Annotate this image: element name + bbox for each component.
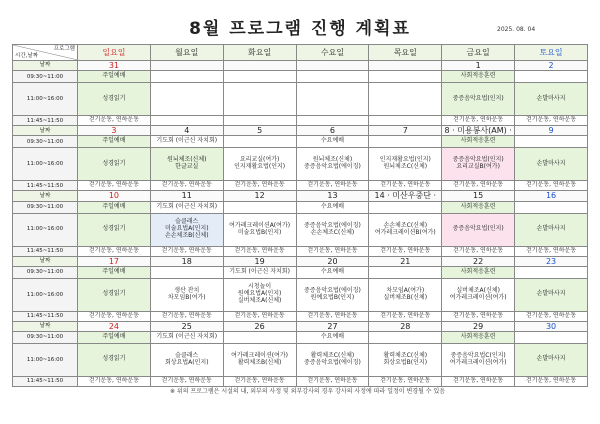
day-program-cell (150, 278, 223, 311)
day-program-cell (150, 343, 223, 376)
time-label: 날짜 (13, 321, 78, 331)
program-item: 한글교실 (175, 163, 199, 171)
time-label: 날짜 (13, 191, 78, 201)
exercise-cell: 걷기운동, 연하운동 (150, 246, 223, 256)
morning-program-cell: 수요예배 (296, 266, 369, 278)
day-program-cell (78, 278, 151, 311)
exercise-cell: 걷기운동, 연하운동 (515, 376, 588, 386)
time-label: 11:00~16:00 (13, 83, 78, 116)
time-label: 날짜 (13, 61, 78, 71)
day-program-cell (515, 148, 588, 181)
date-cell: 11 (150, 191, 223, 201)
time-label: 11:00~16:00 (13, 148, 78, 181)
day-program-cell (442, 213, 515, 246)
exercise-cell: 걷기운동, 연하운동 (296, 246, 369, 256)
program-item: 차모임B(여가) (167, 293, 206, 301)
date-cell: 19 (223, 256, 296, 266)
program-item: 원뇌체조(신체) (312, 156, 353, 164)
program-item: 미술요법B(인지) (237, 228, 282, 236)
week-1-s1-row (13, 71, 588, 83)
morning-program-cell: 사회적응훈련 (442, 331, 515, 343)
morning-program-cell: 사회적응훈련 (442, 201, 515, 213)
time-label: 09:30~11:00 (13, 266, 78, 278)
day-program-cell (78, 148, 151, 181)
date-cell: 7 (369, 126, 442, 136)
exercise-cell: 걷기운동, 연하운동 (78, 181, 151, 191)
morning-program-cell (223, 71, 296, 83)
program-item: 성경읽기 (102, 290, 126, 298)
exercise-cell: 걷기운동, 연하운동 (442, 116, 515, 126)
program-item: 차모임A(여가) (386, 286, 425, 294)
exercise-cell: 걷기운동, 연하운동 (150, 376, 223, 386)
program-item: 원예요법A(인지) (237, 290, 282, 298)
program-item: 인지재활요법(인지) (379, 156, 431, 164)
week-2-s2-row (13, 148, 588, 181)
morning-program-cell (515, 136, 588, 148)
exercise-cell: 걷기운동, 연하운동 (515, 116, 588, 126)
date-cell: 4 (150, 126, 223, 136)
day-header-wed: 수요일 (296, 45, 369, 61)
time-label: 09:30~11:00 (13, 201, 78, 213)
day-program-cell (296, 213, 369, 246)
date-cell: 26 (223, 321, 296, 331)
schedule-body (13, 61, 588, 387)
week-3-s3-row (13, 246, 588, 256)
date-cell: 13 (296, 191, 369, 201)
program-item: 손손체조B(신체) (164, 232, 209, 239)
day-program-cell (442, 278, 515, 311)
morning-program-cell: 기도회 (이근신 자치회) (223, 266, 296, 278)
week-5-date-row (13, 321, 588, 331)
exercise-cell (296, 116, 369, 126)
day-program-cell (78, 343, 151, 376)
day-program-cell (442, 343, 515, 376)
program-item: 회상요법B(인지) (383, 358, 428, 366)
morning-program-cell (515, 71, 588, 83)
morning-program-cell (369, 136, 442, 148)
schedule-table (12, 44, 588, 387)
program-item: 손발마사지 (536, 94, 566, 102)
morning-program-cell (150, 266, 223, 278)
program-item: 요리교실B(여가) (456, 163, 500, 171)
date-cell: 20 (296, 256, 369, 266)
exercise-cell: 걷기운동, 연하운동 (223, 246, 296, 256)
morning-program-cell: 주일예배 (78, 136, 151, 148)
date-cell: 9 (515, 126, 588, 136)
week-3-date-row (13, 191, 588, 201)
time-label: 09:30~11:00 (13, 331, 78, 343)
exercise-cell: 걷기운동, 연하운동 (369, 376, 442, 386)
morning-program-cell (369, 266, 442, 278)
morning-program-cell (515, 201, 588, 213)
program-item: 성경읽기 (102, 159, 126, 167)
program-item: 여가레크레이션(여가) (231, 352, 289, 360)
week-2-s1-row (13, 136, 588, 148)
corner-bottom-label: 시간,날짜 (15, 52, 39, 59)
date-cell (223, 61, 296, 71)
program-item: 중증음악요법(에이징) (304, 163, 361, 171)
week-4-s1-row (13, 266, 588, 278)
day-program-cell (369, 278, 442, 311)
exercise-cell: 걷기운동, 연하운동 (515, 311, 588, 321)
day-program-cell (78, 83, 151, 116)
program-item: 성경읽기 (102, 94, 126, 102)
date-cell: 23 (515, 256, 588, 266)
exercise-cell: 걷기운동, 연하운동 (223, 311, 296, 321)
exercise-cell: 걷기운동, 연하운동 (296, 311, 369, 321)
time-label: 11:00~16:00 (13, 343, 78, 376)
morning-program-cell (369, 331, 442, 343)
exercise-cell: 걷기운동, 연하운동 (296, 181, 369, 191)
program-item: 슬클래스 (175, 218, 199, 226)
date-cell: 3 (78, 126, 151, 136)
week-5-s3-row (13, 376, 588, 386)
day-program-cell (223, 148, 296, 181)
morning-program-cell: 주일예배 (78, 71, 151, 83)
page-title: 8월 프로그램 진행 계획표 (189, 19, 411, 39)
week-3-s1-row (13, 201, 588, 213)
morning-program-cell: 수요예배 (296, 136, 369, 148)
time-label: 11:45~11:50 (13, 311, 78, 321)
date-cell (150, 61, 223, 71)
week-5-s2-row (13, 343, 588, 376)
date-cell: 21 (369, 256, 442, 266)
day-program-cell (296, 148, 369, 181)
date-cell: 5 (223, 126, 296, 136)
date-cell: 17 (78, 256, 151, 266)
day-program-cell (369, 343, 442, 376)
week-4-date-row (13, 256, 588, 266)
morning-program-cell: 수요예배 (296, 331, 369, 343)
morning-program-cell (223, 201, 296, 213)
program-item: 생산 잔치 (174, 286, 200, 294)
morning-program-cell: 주일예배 (78, 331, 151, 343)
program-item: 여가레크레이션(여가) (449, 358, 507, 366)
week-1-s2-row (13, 83, 588, 116)
day-program-cell (150, 83, 223, 116)
day-program-cell (150, 148, 223, 181)
exercise-cell: 걷기운동, 연하운동 (442, 246, 515, 256)
day-program-cell (369, 213, 442, 246)
time-label: 11:45~11:50 (13, 116, 78, 126)
exercise-cell: 걷기운동, 연하운동 (369, 246, 442, 256)
program-item: 실버체조A(신체) (237, 297, 282, 305)
date-cell: 18 (150, 256, 223, 266)
exercise-cell (369, 116, 442, 126)
date-cell: 2 (515, 61, 588, 71)
day-program-cell (296, 278, 369, 311)
day-header-tue: 화요일 (223, 45, 296, 61)
program-item: 손발마사지 (536, 225, 566, 233)
morning-program-cell: 기도회 (이근신 자치회) (150, 201, 223, 213)
program-item: 슬클래스 (175, 352, 199, 360)
morning-program-cell (515, 266, 588, 278)
exercise-cell: 걷기운동, 연하운동 (369, 311, 442, 321)
program-item: 중증음악요법C(인지) (450, 352, 506, 360)
morning-program-cell: 주일예배 (78, 201, 151, 213)
time-label: 09:30~11:00 (13, 136, 78, 148)
morning-program-cell (369, 71, 442, 83)
morning-program-cell (296, 71, 369, 83)
date-cell: 24 (78, 321, 151, 331)
program-item: 인지재활요법(인지) (234, 163, 286, 171)
program-item: 시청놀이 (248, 283, 272, 291)
morning-program-cell: 주일예배 (78, 266, 151, 278)
morning-program-cell (150, 71, 223, 83)
day-program-cell (223, 213, 296, 246)
program-item: 손손체조C(신체) (383, 221, 428, 229)
morning-program-cell (223, 136, 296, 148)
program-item: 손발마사지 (536, 159, 566, 167)
date-cell: 12 (223, 191, 296, 201)
morning-program-cell: 수요예배 (296, 201, 369, 213)
week-4-s2-row (13, 278, 588, 311)
week-2-s3-row (13, 181, 588, 191)
program-item: 원뇌체조C(신체) (383, 163, 428, 171)
exercise-cell (223, 116, 296, 126)
date-cell: 6 (296, 126, 369, 136)
date-cell: 16 (515, 191, 588, 201)
program-item: 활력체조C(신체) (310, 352, 355, 360)
morning-program-cell: 기도회 (이근신 자치회) (150, 136, 223, 148)
exercise-cell: 걷기운동, 연하운동 (78, 116, 151, 126)
exercise-cell: 걷기운동, 연하운동 (223, 181, 296, 191)
time-label: 날짜 (13, 126, 78, 136)
program-item: 요리교실(여가) (239, 156, 280, 164)
exercise-cell (150, 116, 223, 126)
time-label: 11:00~16:00 (13, 213, 78, 246)
program-item: 회상요법A(인지) (164, 358, 209, 366)
program-item: 중증음악요법(에이징) (304, 358, 361, 366)
exercise-cell: 걷기운동, 연하운동 (296, 376, 369, 386)
exercise-cell: 걷기운동, 연하운동 (150, 311, 223, 321)
date-cell: 27 (296, 321, 369, 331)
program-item: 중증음악요법(인지) (452, 156, 504, 164)
exercise-cell: 걷기운동, 연하운동 (442, 311, 515, 321)
program-item: 실버체조B(신체) (383, 293, 428, 301)
day-header-fri: 금요일 (442, 45, 515, 61)
date-cell: 22 (442, 256, 515, 266)
date-cell: 31 (78, 61, 151, 71)
program-item: 여가레크레이션B(여가) (374, 228, 436, 236)
day-header-mon: 월요일 (150, 45, 223, 61)
week-5-s1-row (13, 331, 588, 343)
day-program-cell (223, 278, 296, 311)
exercise-cell: 걷기운동, 연하운동 (78, 376, 151, 386)
date-cell (296, 61, 369, 71)
time-label: 11:00~16:00 (13, 278, 78, 311)
morning-program-cell (223, 331, 296, 343)
morning-program-cell (369, 201, 442, 213)
day-program-cell (515, 83, 588, 116)
program-item: 원예요법B(인지) (310, 293, 355, 301)
program-item: 손발마사지 (536, 290, 566, 298)
date-cell: 30 (515, 321, 588, 331)
morning-program-cell: 기도회 (이근신 자치회) (150, 331, 223, 343)
week-4-s3-row (13, 311, 588, 321)
exercise-cell: 걷기운동, 연하운동 (150, 181, 223, 191)
date-cell: 15 (442, 191, 515, 201)
program-item: 손손체조C(신체) (310, 228, 355, 236)
day-program-cell (150, 213, 223, 246)
program-item: 여가레크레이션A(여가) (229, 221, 291, 229)
day-program-cell (515, 278, 588, 311)
program-item: 원뇌체조(신체) (167, 156, 207, 164)
program-item: 중증음악요법(에이징) (304, 286, 361, 294)
day-program-cell (78, 213, 151, 246)
exercise-cell: 걷기운동, 연하운동 (78, 311, 151, 321)
morning-program-cell: 사회적응훈련 (442, 136, 515, 148)
program-item: 손발마사지 (536, 355, 566, 363)
day-header-sun: 일요일 (78, 45, 151, 61)
program-item: 중증음악요법(인지) (452, 225, 504, 233)
date-cell: 1 (442, 61, 515, 71)
program-item: 미술요법A(인지) (164, 225, 209, 233)
program-item: 중증음악요법(인지) (452, 94, 504, 102)
day-header-sat: 토요일 (515, 45, 588, 61)
exercise-cell: 걷기운동, 연하운동 (515, 181, 588, 191)
time-label: 09:30~11:00 (13, 71, 78, 83)
program-item: 성경읽기 (102, 355, 126, 363)
exercise-cell: 걷기운동, 연하운동 (369, 181, 442, 191)
exercise-cell: 걷기운동, 연하운동 (223, 376, 296, 386)
exercise-cell: 걷기운동, 연하운동 (78, 246, 151, 256)
date-cell: 25 (150, 321, 223, 331)
corner-cell (13, 45, 78, 61)
exercise-cell: 걷기운동, 연하운동 (442, 181, 515, 191)
time-label: 11:45~11:50 (13, 246, 78, 256)
day-header-thu: 목요일 (369, 45, 442, 61)
day-program-cell (442, 148, 515, 181)
program-item: 여가레크레이션(여가) (449, 293, 507, 301)
exercise-cell: 걷기운동, 연하운동 (515, 246, 588, 256)
program-item: 활력체조C(신체) (383, 352, 428, 360)
time-label: 11:45~11:50 (13, 376, 78, 386)
day-program-cell (296, 343, 369, 376)
date-cell: 29 (442, 321, 515, 331)
date-cell: 8 · 미용봉사(AM) · (442, 126, 515, 136)
day-program-cell (515, 343, 588, 376)
morning-program-cell: 사회적응훈련 (442, 266, 515, 278)
time-label: 11:45~11:50 (13, 181, 78, 191)
program-item: 성경읽기 (102, 225, 126, 233)
date-cell: 10 (78, 191, 151, 201)
week-2-date-row (13, 126, 588, 136)
week-3-s2-row (13, 213, 588, 246)
document-date: 2025. 08. 04 (497, 26, 536, 33)
date-cell: 14 · 미산우중단 · (369, 191, 442, 201)
header-row (13, 45, 588, 61)
day-program-cell (223, 83, 296, 116)
morning-program-cell (515, 331, 588, 343)
day-program-cell (296, 83, 369, 116)
program-item: 중증음악요법(에이징) (304, 221, 361, 229)
date-cell: 28 (369, 321, 442, 331)
day-program-cell (223, 343, 296, 376)
date-cell (369, 61, 442, 71)
program-item: 활력체조B(신체) (237, 358, 282, 366)
day-program-cell (442, 83, 515, 116)
week-1-date-row (13, 61, 588, 71)
time-label: 날짜 (13, 256, 78, 266)
day-program-cell (369, 148, 442, 181)
morning-program-cell: 사회적응훈련 (442, 71, 515, 83)
day-program-cell (515, 213, 588, 246)
corner-top-label: 프로그램 (53, 46, 75, 52)
week-1-s3-row (13, 116, 588, 126)
exercise-cell: 걷기운동, 연하운동 (442, 376, 515, 386)
program-item: 실버체조A(신체) (456, 286, 500, 294)
day-program-cell (369, 83, 442, 116)
footnote: ※ 위의 프로그램은 시설의 내, 외부의 사정 및 외부강사의 경우 강사의 사정에 따라 일정이 변경될 수 있음 (170, 388, 446, 395)
